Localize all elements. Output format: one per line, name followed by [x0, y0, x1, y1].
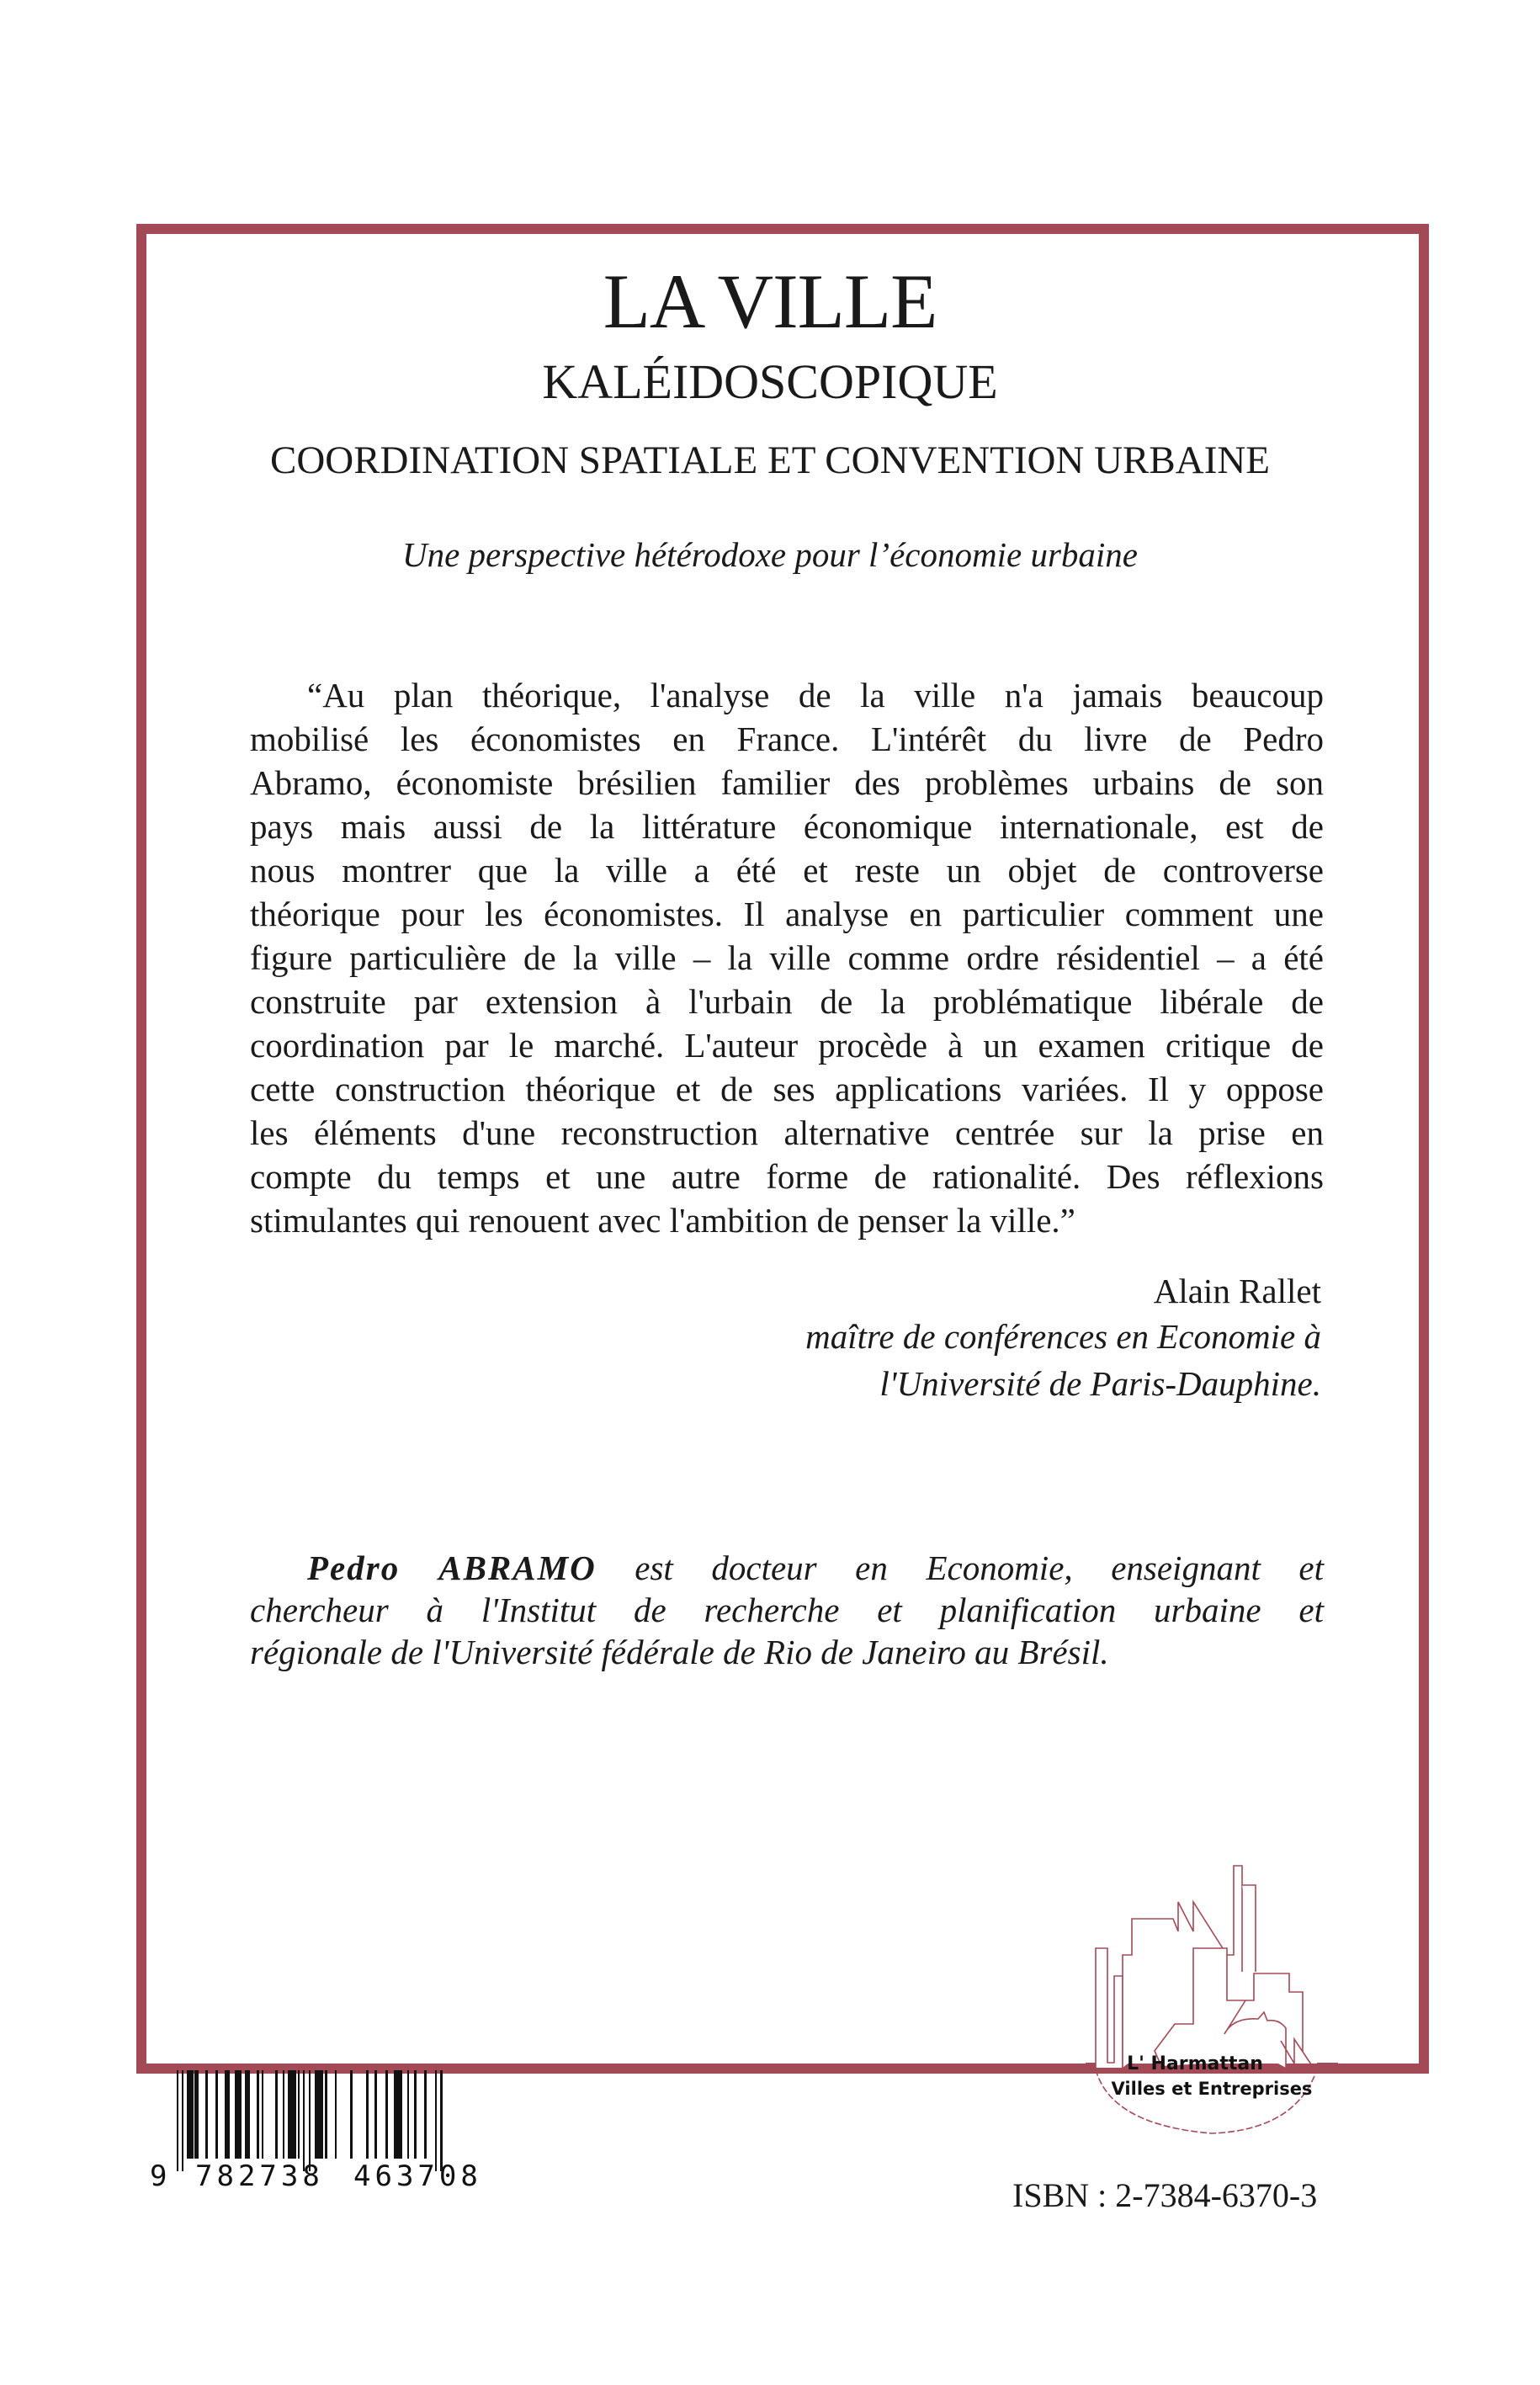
publisher-logo [1086, 1856, 1338, 2142]
quote-line: construite par extension à l'urbain de la problématique libérale de [250, 982, 1324, 1021]
author-name: Pedro ABRAMO [307, 1548, 597, 1587]
barcode-bar [424, 2070, 427, 2159]
barcode-bar [374, 2070, 377, 2159]
barcode-bar [235, 2070, 242, 2159]
quote-line: figure particulière de la ville – la ville comme ordre résidentiel – a été [250, 938, 1324, 977]
quote-line: mobilisé les économistes en France. L'intérêt du livre de Pedro [250, 720, 1324, 758]
quote-line: stimulantes qui renouent avec l'ambition de penser la ville.” [250, 1201, 1075, 1240]
barcode-first-digit: 9 [150, 2159, 167, 2192]
quote-line: théorique pour les économistes. Il analyse en particulier comment une [250, 895, 1324, 933]
barcode-bar [262, 2070, 263, 2159]
barcode-bar [325, 2070, 327, 2159]
barcode-group2: 463708 [353, 2159, 482, 2192]
barcode-bar [205, 2070, 208, 2159]
barcode-bar [435, 2070, 437, 2171]
barcode-bar [245, 2070, 250, 2159]
quote-line: les éléments d'une reconstruction alternative centrée sur la prise en [250, 1113, 1324, 1152]
barcode-bar [275, 2070, 278, 2159]
barcode-bar [177, 2070, 178, 2171]
back-cover-quote [250, 673, 1324, 1242]
barcode-bar [394, 2070, 402, 2159]
bio-line: est docteur en Economie, enseignant et [596, 1548, 1324, 1587]
author-bio [250, 1547, 1324, 1673]
barcode-bar [414, 2070, 417, 2159]
barcode [143, 2066, 513, 2192]
barcode-bar [187, 2070, 194, 2159]
quote-line: nous montrer que la ville a été et reste un objet de controverse [250, 851, 1324, 890]
barcode-bar [335, 2070, 337, 2159]
book-subtitle: COORDINATION SPATIALE ET CONVENTION URBAINE [269, 438, 1271, 482]
barcode-bar [215, 2070, 218, 2159]
book-title: LA VILLE [603, 258, 937, 344]
barcode-bar [315, 2070, 323, 2159]
quote-author: Alain Rallet [1153, 1272, 1321, 1310]
barcode-bar [350, 2070, 353, 2159]
barcode-bar [288, 2070, 296, 2159]
quote-line: coordination par le marché. L'auteur procède à un examen critique de [250, 1026, 1324, 1065]
bio-line: chercheur à l'Institut de recherche et planification urbaine et [250, 1591, 1324, 1629]
barcode-bar [257, 2070, 259, 2159]
publisher-name: L' Harmattan [1127, 2053, 1263, 2074]
barcode-bar [194, 2070, 199, 2159]
quote-line: Abramo, économiste brésilien familier des problèmes urbains de son [250, 763, 1324, 802]
quote-line: cette construction théorique et de ses applications variées. Il y oppose [250, 1070, 1324, 1108]
barcode-group1: 782738 [195, 2159, 324, 2192]
isbn: ISBN : 2-7384-6370-3 [1012, 2176, 1318, 2214]
bio-line: régionale de l'Université fédérale de Rio de Janeiro au Brésil. [250, 1633, 1109, 1671]
barcode-bar [182, 2070, 183, 2171]
book-tagline: Une perspective hétérodoxe pour l’économie urbaine [402, 535, 1138, 574]
barcode-bar [225, 2070, 230, 2159]
barcode-bar [385, 2070, 388, 2159]
barcode-bar [298, 2070, 300, 2159]
barcode-bar [366, 2070, 369, 2159]
barcode-bar [440, 2070, 443, 2171]
barcode-bar [303, 2070, 305, 2171]
book-title-line2: KALÉIDOSCOPIQUE [542, 354, 998, 409]
quote-author-affiliation: l'Université de Paris-Dauphine. [879, 1364, 1321, 1403]
publisher-collection: Villes et Entreprises [1111, 2079, 1313, 2099]
barcode-bar [283, 2070, 284, 2159]
quote-line: “Au plan théorique, l'analyse de la ville n'a jamais beaucoup [307, 676, 1324, 714]
quote-line: compte du temps et une autre forme de rationalité. Des réflexions [250, 1157, 1324, 1196]
quote-line: pays mais aussi de la littérature économique internationale, est de [250, 807, 1324, 846]
quote-author-role: maître de conférences en Economie à [805, 1317, 1321, 1356]
barcode-bar [407, 2070, 409, 2159]
barcode-bar [309, 2070, 311, 2171]
